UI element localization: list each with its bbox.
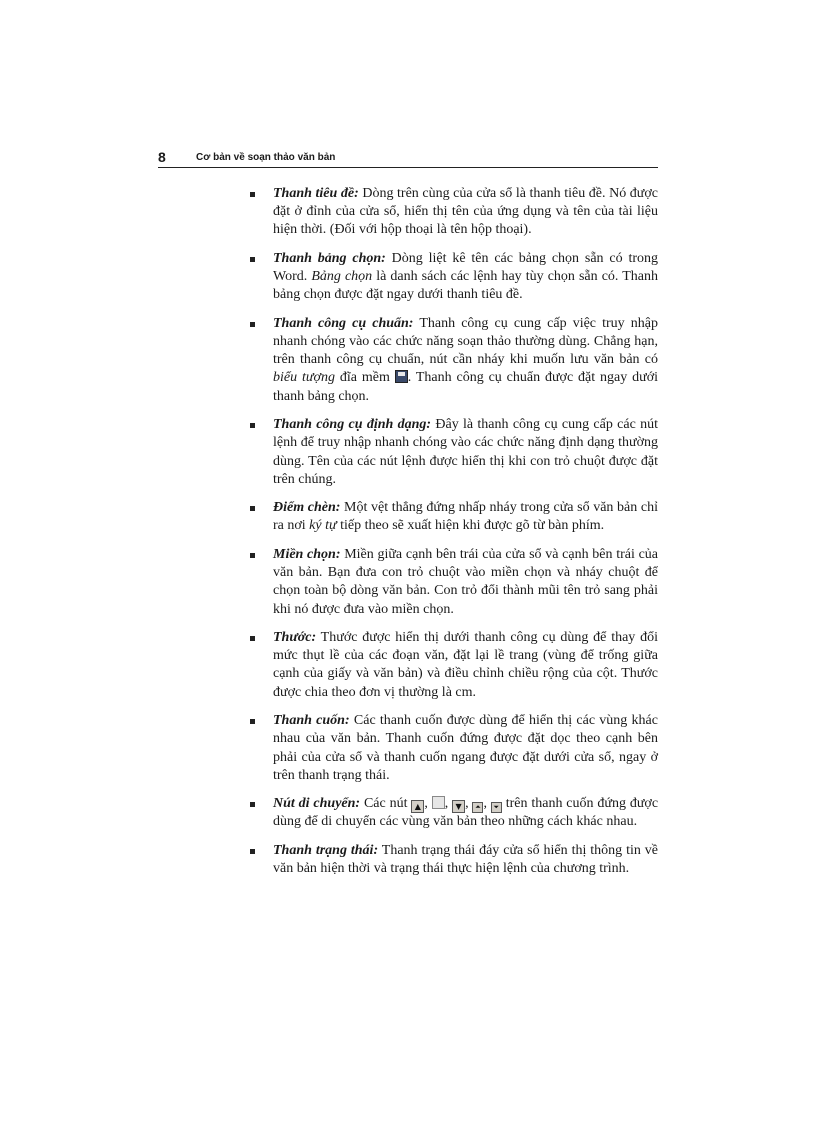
- term: Miền chọn:: [273, 546, 341, 562]
- scroll-box-icon: [432, 796, 445, 809]
- list-item: [246, 629, 658, 702]
- emphasis: Bảng chọn: [311, 269, 373, 285]
- scroll-down-icon: ▼: [452, 800, 465, 813]
- emphasis: ký tự: [309, 518, 337, 534]
- term: Thanh công cụ chuẩn:: [273, 315, 414, 331]
- definition: Thước được hiển thị dưới thanh công cụ dùng để thay đổi mức thụt lề của các đoạn văn, đặt lại lề trang (vùng để trống giữa cạnh của giấy và văn bản) và điều chỉnh chiều rộng của cột. Thước được chia theo đơn vị thường là cm.: [273, 630, 658, 700]
- floppy-disk-icon: [395, 370, 408, 383]
- previous-page-icon: ⏶: [472, 802, 483, 813]
- list-item: [246, 842, 658, 878]
- bullet-icon: [250, 423, 255, 428]
- list-item: [246, 416, 658, 489]
- definition: Thanh công cụ cung cấp việc truy nhập nhanh chóng vào các chức năng soạn thảo thường dùng. Chẳng hạn, trên thanh công cụ chuẩn, nút cần nháy khi muốn lưu văn bản có: [273, 315, 658, 368]
- list-item: [246, 250, 658, 305]
- running-title: Cơ bản về soạn thảo văn bản: [196, 152, 336, 163]
- definition: Dòng liệt kê tên các bảng chọn sẵn có trong Word.: [273, 250, 658, 285]
- list-item: [246, 499, 658, 535]
- definition: Đây là thanh công cụ cung cấp các nút lệnh để truy nhập nhanh chóng vào các chức năng định dạng thường dùng. Tên của các nút lệnh được hiển thị khi con trỏ chuột được đặt trên chúng.: [273, 417, 658, 487]
- bullet-icon: [250, 322, 255, 327]
- definition-list: [246, 185, 658, 889]
- list-item: [246, 315, 658, 406]
- page-header: [158, 147, 658, 168]
- term: Thanh tiêu đề:: [273, 186, 359, 201]
- definition: Một vệt thẳng đứng nhấp nháy trong cửa sổ văn bản chỉ ra nơi: [273, 500, 658, 534]
- bullet-icon: [250, 506, 255, 511]
- definition: . Thanh công cụ chuẩn được đặt ngay dưới thanh bảng chọn.: [273, 370, 658, 404]
- term: Thước:: [273, 630, 317, 646]
- term: Thanh bảng chọn:: [273, 250, 386, 266]
- definition: Dòng trên cùng của cửa sổ là thanh tiêu đề. Nó được đặt ở đỉnh của cửa sổ, hiển thị tên của ứng dụng và tên của tài liệu hiện thời. (Đối với hộp thoại là tên hộp thoại).: [273, 186, 658, 238]
- definition: trên thanh cuốn đứng được dùng để di chuyển các vùng văn bản theo những cách khác nhau.: [273, 796, 659, 830]
- bullet-icon: [250, 257, 255, 262]
- list-item: [246, 546, 658, 619]
- definition: tiếp theo sẽ xuất hiện khi được gõ từ bàn phím.: [336, 518, 605, 534]
- definition: Các nút: [360, 796, 412, 812]
- bullet-icon: [250, 636, 255, 641]
- definition: Các thanh cuốn được dùng để hiển thị các vùng khác nhau của văn bản. Thanh cuốn đứng được đặt dọc theo cạnh bên phải của cửa sổ và thanh cuốn ngang được đặt dưới cửa sổ, ngay ở trên thanh trạng thái.: [273, 713, 658, 783]
- definition: Miền giữa cạnh bên trái của cửa sổ và cạnh bên trái của văn bản. Bạn đưa con trỏ chuột vào miền chọn và nháy chuột để chọn toàn bộ dòng văn bản. Con trỏ đổi thành mũi tên trỏ sang phải khi nó được đưa vào miền chọn.: [273, 546, 658, 617]
- definition: đĩa mềm: [334, 370, 395, 386]
- bullet-icon: [250, 719, 255, 724]
- list-item: [246, 712, 658, 785]
- bullet-icon: [250, 802, 255, 807]
- page-number: 8: [158, 149, 166, 165]
- bullet-icon: [250, 849, 255, 854]
- definition: Thanh trạng thái đáy cửa sổ hiển thị thông tin về văn bản hiện thời và trạng thái thực hiện lệnh của chương trình.: [273, 842, 659, 877]
- list-item: Nút di chuyển: Các nút ▲ , , ▼ , ⏶ , ⏷ trên thanh cuốn đứng được dùng để di chuyển các vùng văn bản theo những cách khác nhau.: [246, 795, 658, 831]
- bullet-icon: [250, 553, 255, 558]
- term: Nút di chuyển:: [273, 796, 361, 812]
- list-item: [246, 185, 658, 240]
- term: Điểm chèn:: [273, 500, 341, 516]
- scroll-up-icon: ▲: [411, 800, 424, 813]
- next-page-icon: ⏷: [491, 802, 502, 813]
- definition: là danh sách các lệnh hay tùy chọn sẵn có. Thanh bảng chọn được đặt ngay dưới thanh tiêu đề.: [273, 269, 658, 303]
- emphasis: biểu tượng: [273, 370, 335, 386]
- term: Thanh cuốn:: [273, 713, 350, 729]
- term: Thanh trạng thái:: [273, 842, 379, 858]
- bullet-icon: [250, 192, 255, 197]
- term: Thanh công cụ định dạng:: [273, 417, 432, 433]
